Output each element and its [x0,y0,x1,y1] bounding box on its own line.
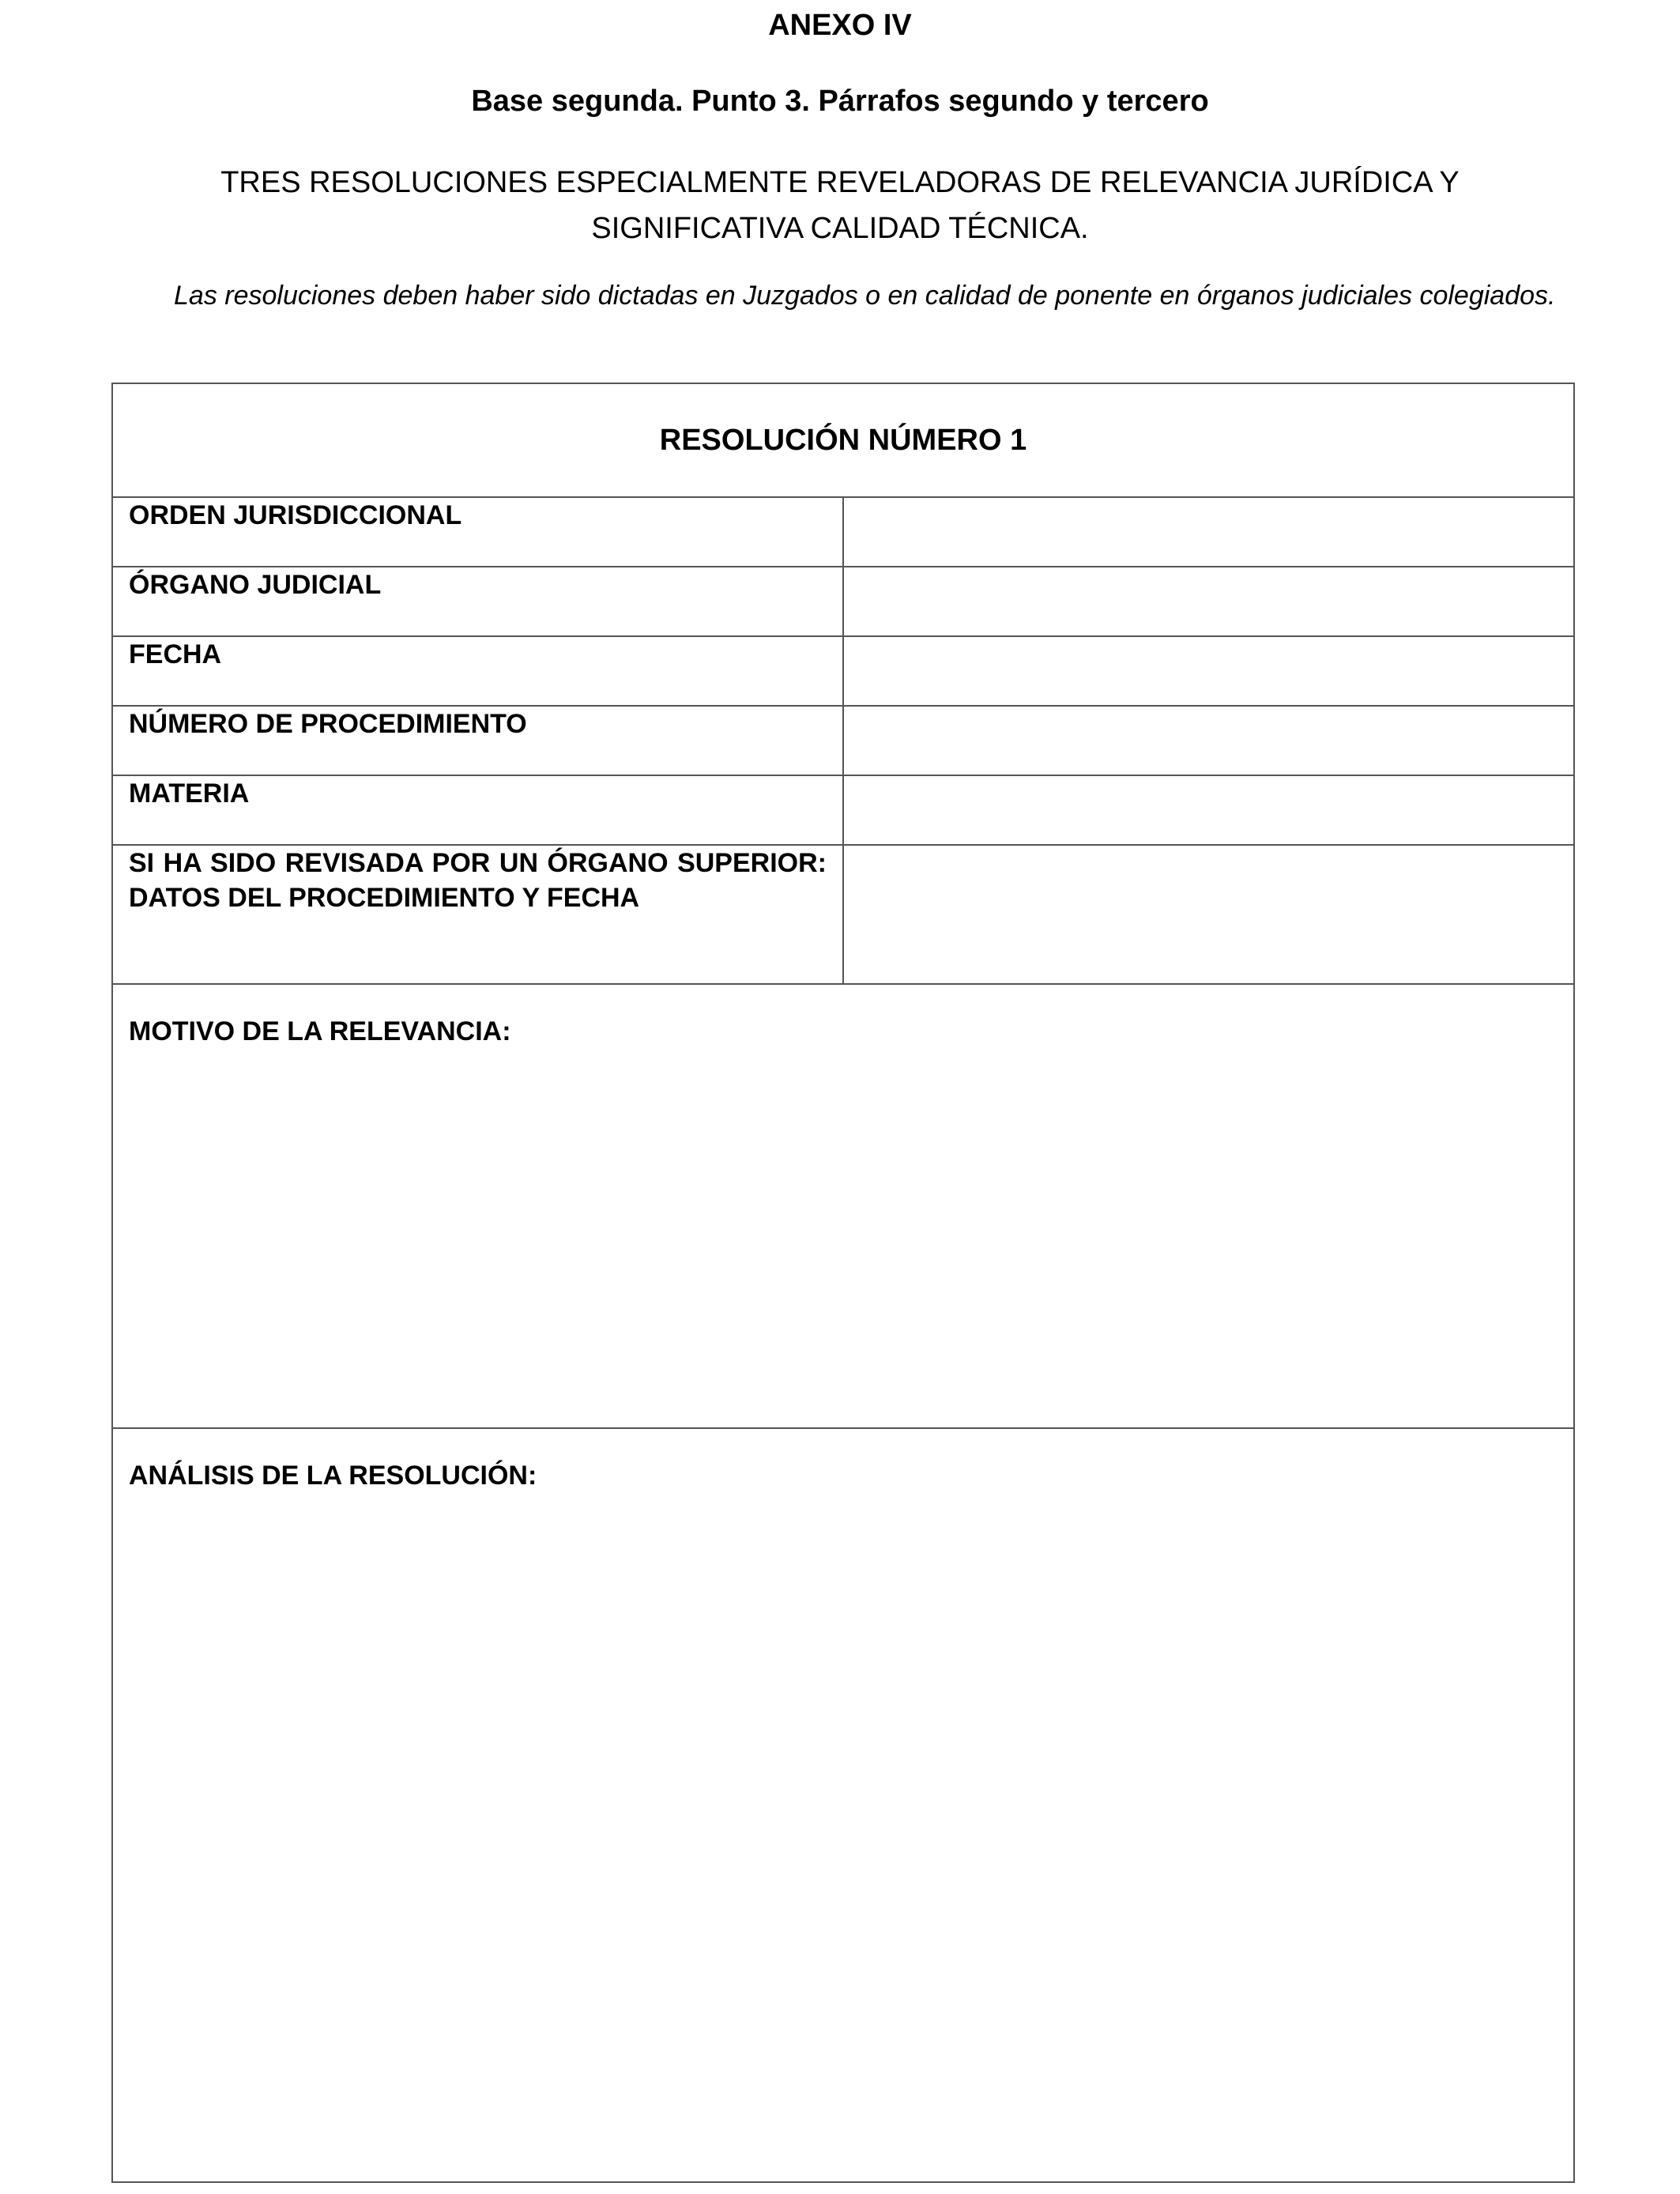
resolution-form-table [111,383,1575,2183]
analisis-resolucion-label: ANÁLISIS DE LA RESOLUCIÓN: [129,1461,537,1491]
motivo-row [112,984,1574,1428]
table-row [112,706,1574,775]
field-value-materia[interactable] [843,775,1574,845]
field-label-orden-jurisdiccional: ORDEN JURISDICCIONAL [112,497,843,567]
instruction-note: Las resoluciones deben haber sido dictadas en Juzgados o en calidad de ponente en órganos judiciales colegiados. [174,281,1556,311]
resolution-title: RESOLUCIÓN NÚMERO 1 [112,383,1574,497]
motivo-relevancia-area[interactable] [112,984,1574,1428]
form-title-row [112,383,1574,497]
field-label-organo-judicial: ÓRGANO JUDICIAL [112,567,843,636]
table-row [112,567,1574,636]
field-value-revision-superior[interactable] [843,845,1574,984]
table-row [112,636,1574,706]
field-label-revision-superior: SI HA SIDO REVISADA POR UN ÓRGANO SUPERIOR: DATOS DEL PROCEDIMIENTO Y FECHA [112,845,843,984]
annex-heading: ANEXO IV [768,9,912,42]
field-value-numero-procedimiento[interactable] [843,706,1574,775]
field-value-orden-jurisdiccional[interactable] [843,497,1574,567]
table-row [112,497,1574,567]
field-value-organo-judicial[interactable] [843,567,1574,636]
field-label-materia: MATERIA [112,775,843,845]
base-heading: Base segunda. Punto 3. Párrafos segundo y tercero [471,85,1209,118]
field-value-fecha[interactable] [843,636,1574,706]
table-row [112,775,1574,845]
document-subtitle: TRES RESOLUCIONES ESPECIALMENTE REVELADORAS DE RELEVANCIA JURÍDICA Y SIGNIFICATIVA CALIDAD TÉCNICA. [220,166,1460,245]
analisis-row [112,1428,1574,2182]
motivo-relevancia-label: MOTIVO DE LA RELEVANCIA: [129,1016,511,1046]
table-row [112,845,1574,984]
analisis-resolucion-area[interactable] [112,1428,1574,2182]
field-label-numero-procedimiento: NÚMERO DE PROCEDIMIENTO [112,706,843,775]
field-label-fecha: FECHA [112,636,843,706]
